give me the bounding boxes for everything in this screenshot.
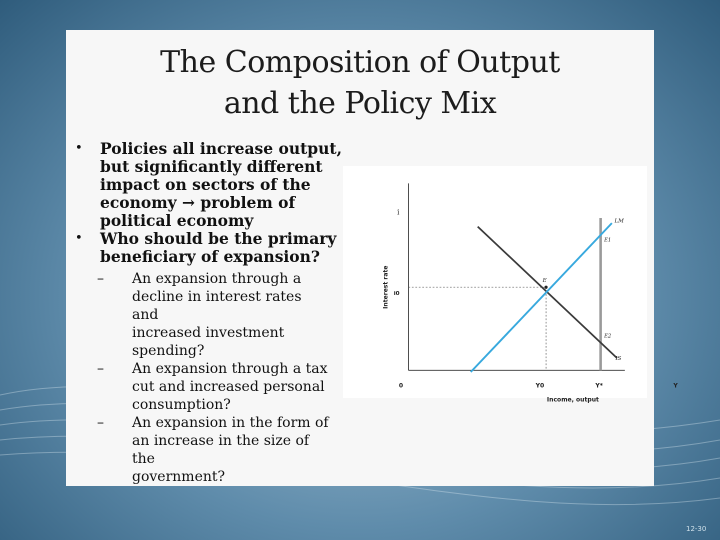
sub-bullet-line: cut and increased personal xyxy=(132,379,325,395)
sub-bullet-item xyxy=(66,270,332,360)
sub-bullet-dash: – xyxy=(97,271,104,287)
sub-bullet-line: An expansion in the form of xyxy=(132,415,329,431)
bullet-item xyxy=(66,140,346,230)
y0-label: Y0 xyxy=(535,382,545,390)
i0-label: i0 xyxy=(393,290,400,297)
sub-bullet-line: consumption? xyxy=(132,397,231,413)
bullet-line: Who should be the primary xyxy=(100,229,337,248)
slide-title xyxy=(66,42,654,124)
origin-label: 0 xyxy=(398,382,404,390)
y-star-label: Y* xyxy=(595,382,603,390)
bullet-dot: • xyxy=(75,141,83,156)
equilibrium-point xyxy=(545,286,548,289)
diagram-svg xyxy=(343,166,678,404)
bullet-line: Policies all increase output, xyxy=(100,139,342,158)
slide-panel xyxy=(66,30,678,486)
point-e1-label: E1 xyxy=(604,237,612,244)
bullet-item xyxy=(66,230,346,266)
title-line-2: and the Policy Mix xyxy=(223,86,497,121)
is-label: IS xyxy=(615,355,622,362)
x-end-label: Y xyxy=(673,382,678,390)
bullet-line: economy → problem of xyxy=(100,193,296,212)
lm-label: LM xyxy=(614,218,624,225)
bullet-line: political economy xyxy=(100,211,254,230)
sub-bullet-line: An expansion through a tax xyxy=(132,361,328,377)
sub-bullet-item xyxy=(66,414,332,486)
bullet-line: beneficiary of expansion? xyxy=(100,247,320,266)
bullet-line: but significantly different xyxy=(100,157,323,176)
lm-curve xyxy=(471,223,612,372)
sub-bullet-dash: – xyxy=(97,415,104,431)
x-axis-label: Income, output xyxy=(546,396,599,404)
bullet-dot: • xyxy=(75,231,83,246)
sub-bullet-line: an increase in the size of the xyxy=(132,433,310,467)
sub-bullet-item xyxy=(66,360,332,414)
y-axis-symbol: i xyxy=(397,208,400,217)
sub-bullet-line: An expansion through a xyxy=(132,271,302,287)
sub-bullet-line: decline in interest rates and xyxy=(132,289,302,323)
page-number: 12-30 xyxy=(686,525,707,533)
sub-bullet-line: spending? xyxy=(132,343,205,359)
is-lm-diagram xyxy=(343,166,678,404)
sub-bullet-line: government? xyxy=(132,469,226,485)
y-axis-label: Interest rate xyxy=(382,265,390,309)
sub-bullet-list xyxy=(66,270,346,486)
point-e2-label: E2 xyxy=(604,333,612,340)
point-e-label: E xyxy=(542,278,547,284)
sub-bullet-dash: – xyxy=(97,361,104,377)
sub-bullet-line: increased investment xyxy=(132,325,285,341)
title-line-1: The Composition of Output xyxy=(160,45,560,80)
bullet-list xyxy=(66,140,346,486)
bullet-line: impact on sectors of the xyxy=(100,175,311,194)
